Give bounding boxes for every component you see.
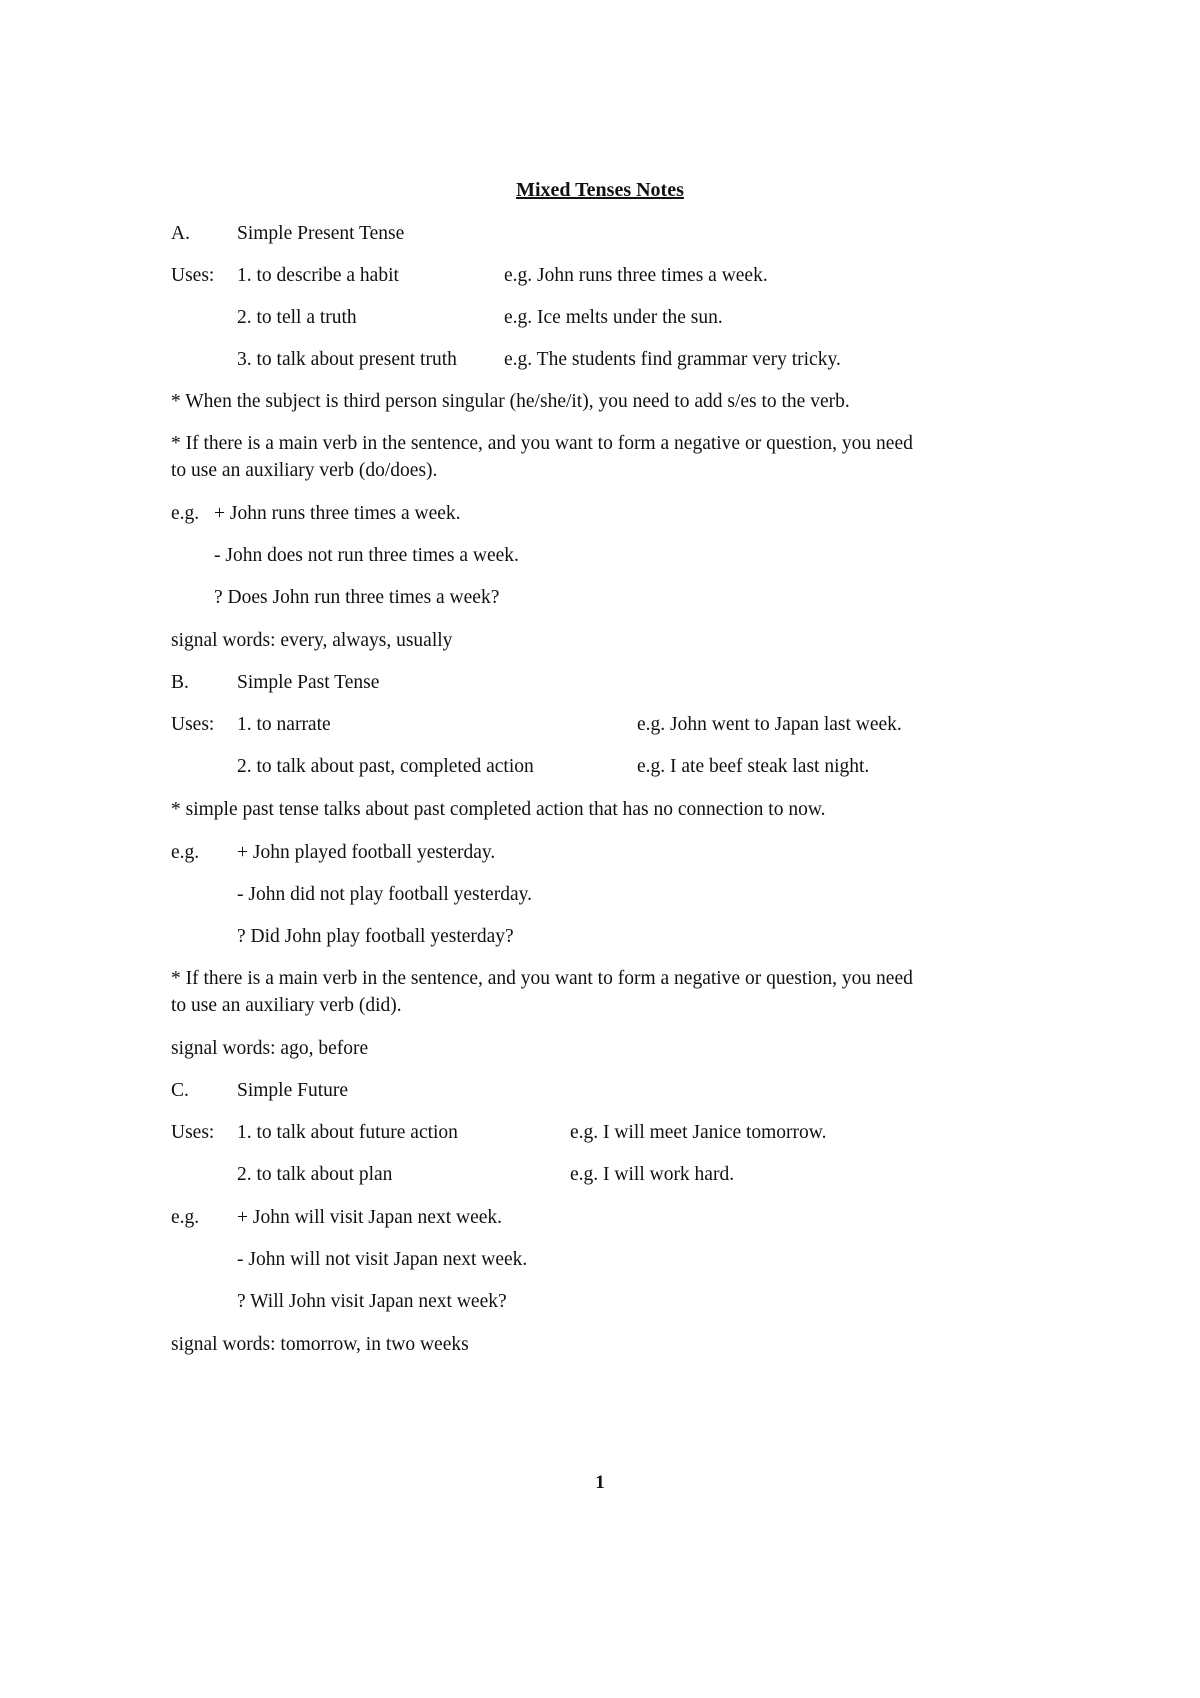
section-a-heading: Simple Present Tense xyxy=(237,223,405,244)
section-b-example-negative: - John did not play football yesterday. xyxy=(237,884,532,905)
section-c-example-question: ? Will John visit Japan next week? xyxy=(237,1291,507,1312)
section-b-signal-words: signal words: ago, before xyxy=(171,1038,369,1059)
section-a-use-2: 2. to tell a truth xyxy=(237,307,357,328)
section-c-example-positive: + John will visit Japan next week. xyxy=(237,1207,503,1228)
section-b-example-positive: + John played football yesterday. xyxy=(237,842,496,863)
section-c-example-1: e.g. I will meet Janice tomorrow. xyxy=(570,1122,827,1143)
section-b-use-2: 2. to talk about past, completed action xyxy=(237,756,534,777)
section-a-letter: A. xyxy=(171,223,190,244)
section-a-note-1: * When the subject is third person singular (he/she/it), you need to add s/es to the verb. xyxy=(171,391,850,412)
section-b-example-question: ? Did John play football yesterday? xyxy=(237,926,514,947)
section-a-eg-label: e.g. xyxy=(171,503,200,524)
page-number: 1 xyxy=(595,1472,605,1493)
section-a-example-positive: + John runs three times a week. xyxy=(214,503,461,524)
section-c-example-negative: - John will not visit Japan next week. xyxy=(237,1249,528,1270)
section-c-use-1: 1. to talk about future action xyxy=(237,1122,458,1143)
section-a-uses-label: Uses: xyxy=(171,265,215,286)
section-c-eg-label: e.g. xyxy=(171,1207,200,1228)
section-b-note-2-line-2: to use an auxiliary verb (did). xyxy=(171,995,402,1016)
section-a-example-3: e.g. The students find grammar very tricky. xyxy=(504,349,841,370)
section-c-uses-label: Uses: xyxy=(171,1122,215,1143)
page-title: Mixed Tenses Notes xyxy=(516,179,684,201)
section-b-use-1: 1. to narrate xyxy=(237,714,331,735)
section-b-note-1: * simple past tense talks about past completed action that has no connection to now. xyxy=(171,799,826,820)
section-b-heading: Simple Past Tense xyxy=(237,672,380,693)
section-a-use-1: 1. to describe a habit xyxy=(237,265,399,286)
section-b-example-2: e.g. I ate beef steak last night. xyxy=(637,756,870,777)
section-b-uses-label: Uses: xyxy=(171,714,215,735)
section-c-letter: C. xyxy=(171,1080,189,1101)
section-a-note-2-line-1: * If there is a main verb in the sentence, and you want to form a negative or question, you need xyxy=(171,433,913,454)
section-c-use-2: 2. to talk about plan xyxy=(237,1164,393,1185)
section-b-eg-label: e.g. xyxy=(171,842,200,863)
section-c-example-2: e.g. I will work hard. xyxy=(570,1164,735,1185)
section-a-example-2: e.g. Ice melts under the sun. xyxy=(504,307,723,328)
section-a-signal-words: signal words: every, always, usually xyxy=(171,630,453,651)
section-c-signal-words: signal words: tomorrow, in two weeks xyxy=(171,1334,469,1355)
section-a-example-1: e.g. John runs three times a week. xyxy=(504,265,768,286)
section-a-example-negative: - John does not run three times a week. xyxy=(214,545,519,566)
section-b-letter: B. xyxy=(171,672,189,693)
section-a-example-question: ? Does John run three times a week? xyxy=(214,587,500,608)
section-a-note-2-line-2: to use an auxiliary verb (do/does). xyxy=(171,460,438,481)
section-b-note-2-line-1: * If there is a main verb in the sentence, and you want to form a negative or question, you need xyxy=(171,968,913,989)
section-a-use-3: 3. to talk about present truth xyxy=(237,349,457,370)
section-b-example-1: e.g. John went to Japan last week. xyxy=(637,714,902,735)
section-c-heading: Simple Future xyxy=(237,1080,349,1101)
